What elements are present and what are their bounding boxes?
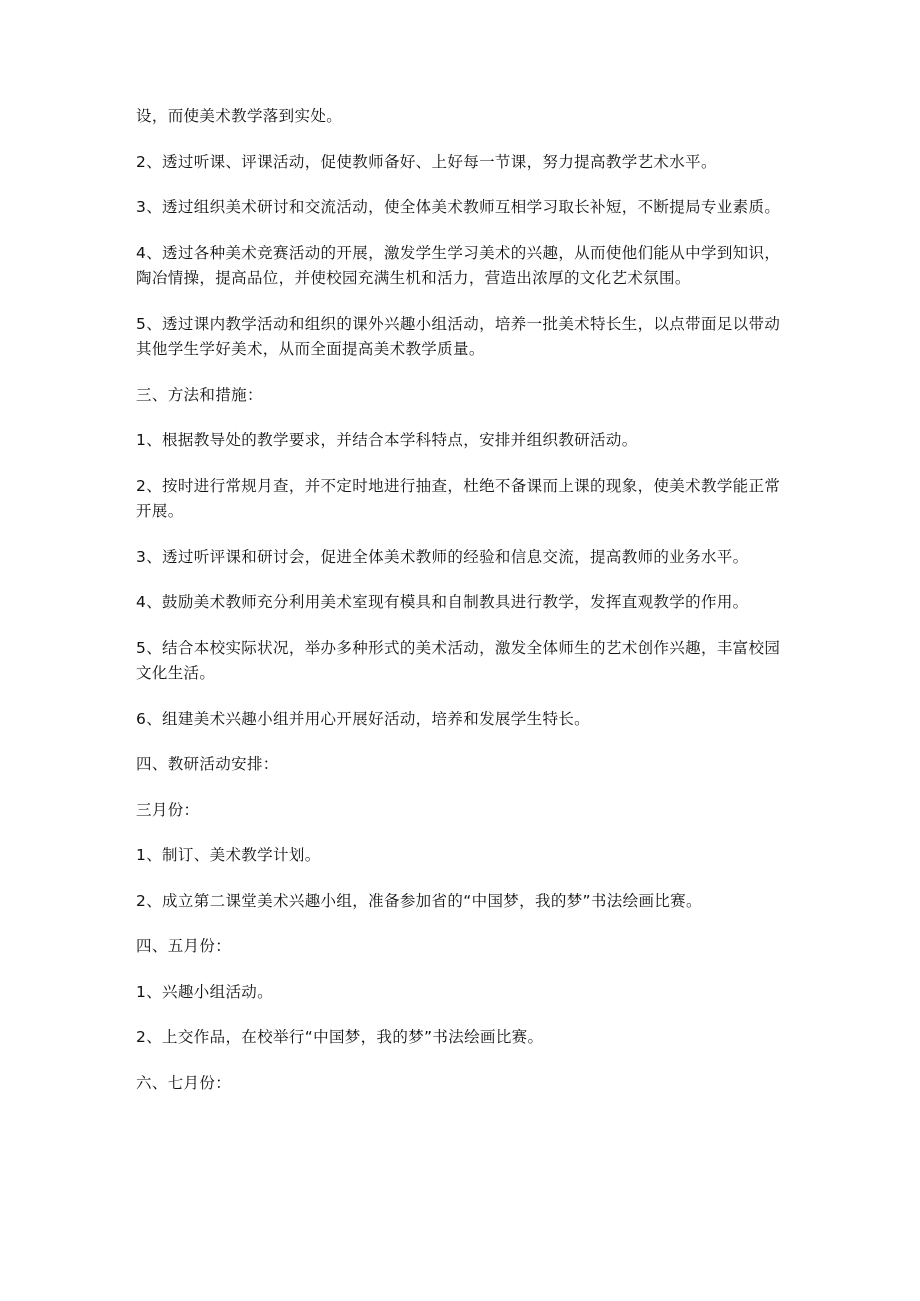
month-heading-june-july: 六、七月份： — [136, 1073, 232, 1092]
paragraph-method-4: 4、鼓励美术教师充分利用美术室现有模具和自制教具进行教学，发挥直观教学的作用。 — [136, 593, 749, 611]
paragraph-goal-2: 2、透过听课、评课活动，促使教师备好、上好每一节课，努力提高教学艺术水平。 — [136, 152, 717, 171]
paragraph-method-2: 2、按时进行常规月查，并不定时地进行抽查，杜绝不备课而上课的现象，使美术教学能正常开展。 — [136, 476, 781, 520]
section-heading-schedule: 四、教研活动安排： — [136, 755, 279, 773]
section-heading-methods: 三、方法和措施： — [136, 385, 263, 404]
paragraph-march-2: 2、成立第二课堂美术兴趣小组，准备参加省的“中国梦，我的梦”书法绘画比赛。 — [136, 891, 702, 910]
paragraph-method-6: 6、组建美术兴趣小组并用心开展好活动，培养和发展学生特长。 — [136, 709, 591, 728]
paragraph-goal-3: 3、透过组织美术研讨和交流活动，使全体美术教师互相学习取长补短，不断提局专业素质。 — [136, 198, 781, 216]
month-heading-march: 三月份： — [136, 800, 200, 819]
paragraph-goal-5: 5、透过课内教学活动和组织的课外兴趣小组活动，培养一批美术特长生，以点带面足以带动其他学生学好美术，从而全面提高美术教学质量。 — [136, 314, 781, 358]
paragraph-april-may-1: 1、兴趣小组活动。 — [136, 982, 274, 1001]
paragraph-april-may-2: 2、上交作品，在校举行“中国梦，我的梦”书法绘画比赛。 — [136, 1028, 544, 1046]
paragraph-goal-4: 4、透过各种美术竞赛活动的开展，激发学生学习美术的兴趣，从而使他们能从中学到知识，陶冶情操，提高品位，并使校园充满生机和活力，营造出浓厚的文化艺术氛围。 — [136, 243, 781, 287]
paragraph-march-1: 1、制订、美术教学计划。 — [136, 846, 321, 864]
document-body — [136, 104, 786, 1116]
paragraph-continuation: 设，而使美术教学落到实处。 — [136, 107, 343, 125]
paragraph-method-1: 1、根据教导处的教学要求，并结合本学科特点，安排并组织教研活动。 — [136, 431, 638, 449]
paragraph-method-5: 5、结合本校实际状况，举办多种形式的美术活动，激发全体师生的艺术创作兴趣，丰富校园文化生活。 — [136, 638, 781, 682]
month-heading-april-may: 四、五月份： — [136, 937, 232, 955]
paragraph-method-3: 3、透过听评课和研讨会，促进全体美术教师的经验和信息交流，提高教师的业务水平。 — [136, 547, 749, 566]
